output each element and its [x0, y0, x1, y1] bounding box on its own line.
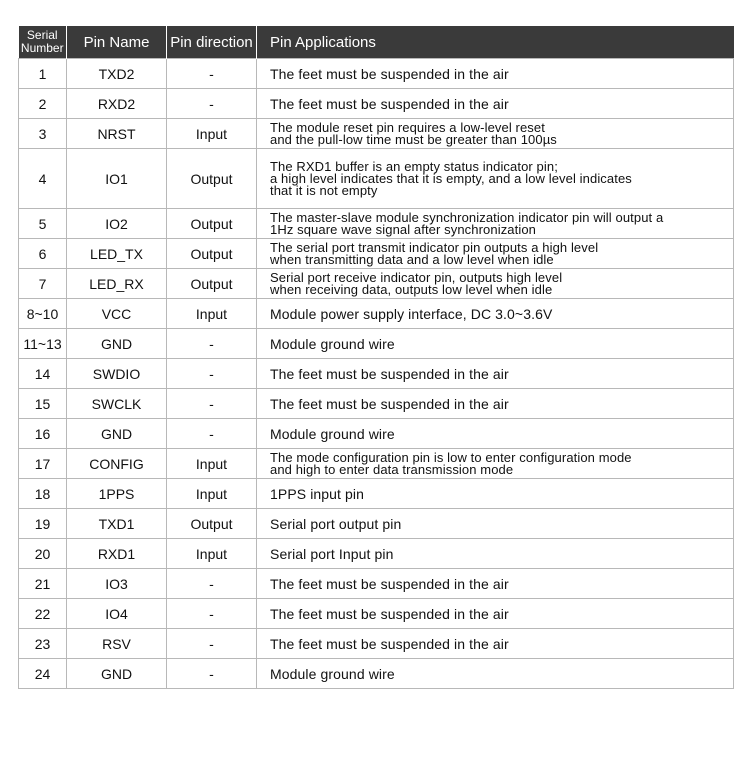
application-text-line: The feet must be suspended in the air — [270, 395, 509, 412]
table-row — [19, 599, 734, 629]
cell-pin-direction: - — [167, 629, 257, 659]
cell-serial: 16 — [19, 419, 67, 449]
cell-pin-application — [257, 599, 734, 629]
application-text-line: The serial port transmit indicator pin outputs a high level — [270, 239, 599, 255]
header-pin-applications: Pin Applications — [257, 26, 734, 59]
cell-pin-direction: - — [167, 419, 257, 449]
application-text-line: when transmitting data and a low level when idle — [270, 251, 554, 267]
table-row — [19, 479, 734, 509]
cell-serial: 20 — [19, 539, 67, 569]
application-text-line: Module ground wire — [270, 665, 395, 682]
cell-pin-application — [257, 329, 734, 359]
cell-pin-direction: - — [167, 359, 257, 389]
cell-pin-direction: Input — [167, 479, 257, 509]
cell-serial: 4 — [19, 149, 67, 209]
cell-serial: 11~13 — [19, 329, 67, 359]
cell-serial: 24 — [19, 659, 67, 689]
cell-pin-name: 1PPS — [67, 479, 167, 509]
cell-serial: 2 — [19, 89, 67, 119]
cell-pin-name: CONFIG — [67, 449, 167, 479]
pin-table — [18, 26, 734, 689]
cell-pin-direction: - — [167, 329, 257, 359]
application-text-line: The mode configuration pin is low to enter configuration mode — [270, 449, 632, 465]
cell-pin-application — [257, 509, 734, 539]
cell-pin-name: LED_TX — [67, 239, 167, 269]
cell-pin-name: IO3 — [67, 569, 167, 599]
table-row — [19, 149, 734, 209]
table-row — [19, 509, 734, 539]
table-row — [19, 269, 734, 299]
cell-pin-name: SWCLK — [67, 389, 167, 419]
cell-serial: 23 — [19, 629, 67, 659]
cell-pin-application — [257, 659, 734, 689]
cell-pin-direction: - — [167, 659, 257, 689]
table-row — [19, 59, 734, 89]
cell-serial: 15 — [19, 389, 67, 419]
cell-pin-name: IO4 — [67, 599, 167, 629]
table-row — [19, 209, 734, 239]
cell-pin-name: VCC — [67, 299, 167, 329]
application-text-line: that it is not empty — [270, 182, 378, 198]
cell-pin-application — [257, 119, 734, 149]
table-row — [19, 539, 734, 569]
cell-serial: 18 — [19, 479, 67, 509]
cell-pin-application — [257, 89, 734, 119]
table-row — [19, 239, 734, 269]
cell-pin-direction: - — [167, 569, 257, 599]
application-text-line: when receiving data, outputs low level when idle — [270, 281, 553, 297]
cell-pin-direction: Output — [167, 209, 257, 239]
cell-pin-direction: Input — [167, 539, 257, 569]
cell-pin-application — [257, 239, 734, 269]
application-text-line: 1Hz square wave signal after synchronization — [270, 221, 536, 237]
table-header-row — [19, 26, 734, 59]
cell-pin-name: GND — [67, 419, 167, 449]
cell-pin-direction: Input — [167, 299, 257, 329]
cell-pin-application — [257, 629, 734, 659]
cell-serial: 6 — [19, 239, 67, 269]
cell-pin-name: SWDIO — [67, 359, 167, 389]
table-row — [19, 359, 734, 389]
application-text-line: The feet must be suspended in the air — [270, 95, 509, 112]
table-row — [19, 569, 734, 599]
table-row — [19, 119, 734, 149]
application-text-line: Module ground wire — [270, 425, 395, 442]
cell-pin-direction: Output — [167, 509, 257, 539]
cell-pin-application — [257, 269, 734, 299]
cell-pin-application — [257, 299, 734, 329]
application-text-line: 1PPS input pin — [270, 485, 365, 502]
cell-serial: 14 — [19, 359, 67, 389]
cell-pin-application — [257, 389, 734, 419]
table-row — [19, 419, 734, 449]
cell-pin-name: RSV — [67, 629, 167, 659]
cell-pin-application — [257, 419, 734, 449]
table-row — [19, 329, 734, 359]
cell-serial: 19 — [19, 509, 67, 539]
table-row — [19, 89, 734, 119]
table-body — [19, 59, 734, 689]
cell-pin-name: IO1 — [67, 149, 167, 209]
cell-pin-direction: Output — [167, 149, 257, 209]
cell-pin-name: NRST — [67, 119, 167, 149]
cell-serial: 5 — [19, 209, 67, 239]
cell-pin-name: IO2 — [67, 209, 167, 239]
table-row — [19, 659, 734, 689]
cell-pin-name: GND — [67, 329, 167, 359]
application-text-line: Serial port receive indicator pin, outputs high level — [270, 269, 563, 285]
application-text-line: The feet must be suspended in the air — [270, 65, 509, 82]
cell-serial: 7 — [19, 269, 67, 299]
cell-pin-name: GND — [67, 659, 167, 689]
cell-serial: 3 — [19, 119, 67, 149]
cell-pin-name: TXD2 — [67, 59, 167, 89]
cell-serial: 8~10 — [19, 299, 67, 329]
application-text-line: Serial port output pin — [270, 515, 402, 532]
application-text-line: and the pull-low time must be greater than 100µs — [270, 131, 557, 147]
cell-serial: 21 — [19, 569, 67, 599]
application-text-line: Serial port Input pin — [270, 545, 394, 562]
cell-pin-application — [257, 359, 734, 389]
header-serial-line1: Serial — [26, 28, 58, 42]
cell-pin-application — [257, 209, 734, 239]
application-text-line: The feet must be suspended in the air — [270, 365, 509, 382]
application-text-line: The feet must be suspended in the air — [270, 635, 509, 652]
application-text-line: The feet must be suspended in the air — [270, 605, 509, 622]
header-serial-number — [19, 26, 67, 59]
application-text-line: Module power supply interface, DC 3.0~3.6V — [270, 305, 553, 322]
cell-pin-application — [257, 569, 734, 599]
header-serial-line2: Number — [20, 41, 64, 55]
cell-serial: 1 — [19, 59, 67, 89]
application-text-line: a high level indicates that it is empty, and a low level indicates — [270, 170, 632, 186]
application-text-line: The master-slave module synchronization indicator pin will output a — [270, 209, 664, 225]
cell-pin-application — [257, 539, 734, 569]
application-text-line: The module reset pin requires a low-level reset — [270, 119, 545, 135]
cell-pin-name: TXD1 — [67, 509, 167, 539]
cell-pin-direction: Output — [167, 239, 257, 269]
cell-serial: 17 — [19, 449, 67, 479]
cell-pin-direction: - — [167, 599, 257, 629]
cell-pin-direction: Input — [167, 449, 257, 479]
table-row — [19, 389, 734, 419]
application-text-line: Module ground wire — [270, 335, 395, 352]
cell-pin-direction: - — [167, 59, 257, 89]
cell-pin-application — [257, 149, 734, 209]
cell-pin-direction: Output — [167, 269, 257, 299]
table-row — [19, 299, 734, 329]
application-text-line: The feet must be suspended in the air — [270, 575, 509, 592]
cell-pin-direction: Input — [167, 119, 257, 149]
application-text-line: The RXD1 buffer is an empty status indicator pin; — [270, 158, 558, 174]
cell-pin-direction: - — [167, 389, 257, 419]
header-pin-name: Pin Name — [67, 26, 167, 59]
cell-pin-application — [257, 59, 734, 89]
table-row — [19, 629, 734, 659]
cell-pin-name: RXD1 — [67, 539, 167, 569]
cell-serial: 22 — [19, 599, 67, 629]
header-pin-direction: Pin direction — [167, 26, 257, 59]
cell-pin-application — [257, 479, 734, 509]
cell-pin-name: LED_RX — [67, 269, 167, 299]
cell-pin-direction: - — [167, 89, 257, 119]
cell-pin-name: RXD2 — [67, 89, 167, 119]
application-text-line: and high to enter data transmission mode — [270, 461, 514, 477]
cell-pin-application — [257, 449, 734, 479]
table-row — [19, 449, 734, 479]
